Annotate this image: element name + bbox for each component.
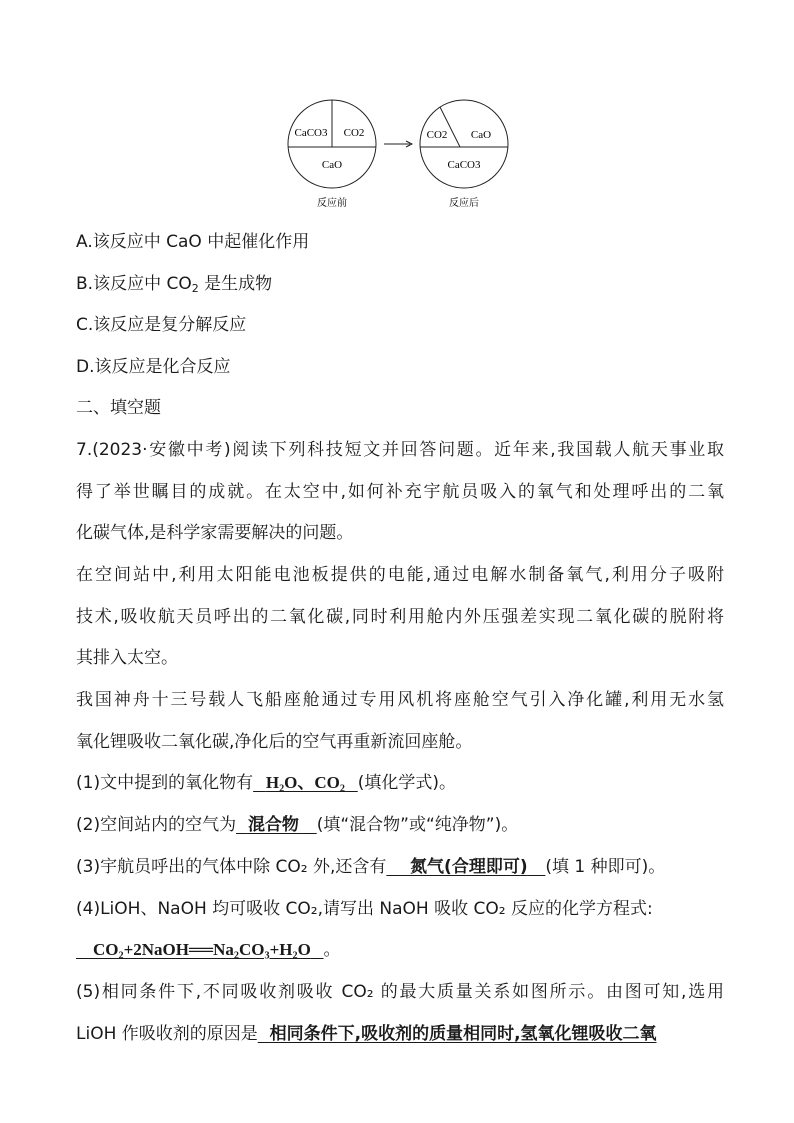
s1-answer: H₂O、CO₂ — [265, 773, 345, 792]
q7-p3-line1: 我国神舟十三号载人飞船座舱通过专用风机将座舱空气引入净化罐,利用无水氢 — [76, 690, 724, 710]
section-title: 二、填空题 — [76, 398, 161, 418]
q7-s2 — [76, 813, 518, 837]
q7-p2-line2: 技术,吸收航天员呼出的二氧化碳,同时利用舱内外压强差实现二氧化碳的脱附将 — [76, 607, 724, 627]
q7-p2-line3: 其排入太空。 — [76, 648, 178, 668]
q7-s5-line1: (5)相同条件下,不同吸收剂吸收 CO₂ 的最大质量关系如图所示。由图可知,选用 — [76, 982, 724, 1002]
q7-p2-line1: 在空间站中,利用太阳能电池板提供的电能,通过电解水制备氧气,利用分子吸附 — [76, 565, 724, 585]
option-c: C.该反应是复分解反应 — [76, 315, 247, 335]
s3-prompt: (3)宇航员呼出的气体中除 CO₂ 外,还含有 — [76, 857, 387, 877]
before-label-cao: CaO — [321, 159, 343, 171]
s2-prompt: (2)空间站内的空气为 — [76, 815, 237, 835]
after-caption: 反应后 — [449, 198, 479, 209]
option-d: D.该反应是化合反应 — [76, 357, 231, 377]
reaction-arrow — [384, 141, 412, 147]
after-circle — [420, 100, 508, 209]
q7-p1-line1: 7.(2023·安徽中考)阅读下列科技短文并回答问题。近年来,我国载人航天事业取 — [76, 440, 724, 460]
q7-s1 — [76, 771, 456, 795]
option-b — [76, 272, 272, 301]
q7-p1-line2: 得了举世瞩目的成就。在太空中,如何补充宇航员吸入的氧气和处理呼出的二氧 — [76, 482, 724, 502]
option-a: A.该反应中 CaO 中起催化作用 — [76, 232, 310, 252]
reaction-figure — [280, 96, 520, 212]
before-label-caco3: CaCO3 — [294, 127, 328, 139]
s3-hint: (填 1 种即可)。 — [545, 857, 666, 877]
after-label-cao: CaO — [470, 129, 492, 141]
s2-answer: 混合物 — [247, 815, 299, 835]
option-b-tail: 是生成物 — [198, 274, 273, 294]
s3-answer: 氮气(合理即可) — [410, 857, 528, 877]
s4-answer: CO₂+2NaOH══Na₂CO₃+H₂O — [93, 940, 311, 959]
s1-prompt: (1)文中提到的氧化物有 — [76, 773, 254, 793]
q7-s4: (4)LiOH、NaOH 均可吸收 CO₂,请写出 NaOH 吸收 CO₂ 反应的化学方程式: — [76, 899, 653, 919]
before-caption: 反应前 — [317, 198, 347, 209]
after-label-co2: CO2 — [426, 129, 448, 141]
before-label-co2: CO2 — [343, 127, 365, 139]
before-circle — [288, 100, 376, 209]
q7-s5-line2 — [76, 1022, 657, 1046]
s4-period: 。 — [323, 940, 341, 960]
after-label-caco3: CaCO3 — [447, 159, 481, 171]
s5-prompt: LiOH 作吸收剂的原因是 — [76, 1024, 258, 1044]
q7-s3 — [76, 855, 665, 879]
q7-p3-line2: 氧化锂吸收二氧化碳,净化后的空气再重新流回座舱。 — [76, 732, 473, 752]
q7-s4-answer-line — [76, 938, 341, 962]
s1-hint: (填化学式)。 — [357, 773, 456, 793]
option-b-text: B.该反应中 CO — [76, 274, 192, 294]
q7-p1-line3: 化碳气体,是科学家需要解决的问题。 — [76, 523, 354, 543]
s5-answer: 相同条件下,吸收剂的质量相同时,氢氧化锂吸收二氧 — [269, 1024, 657, 1044]
option-b-sub: 2 — [191, 282, 199, 295]
s2-hint: (填“混合物”或“纯净物”)。 — [316, 815, 519, 835]
